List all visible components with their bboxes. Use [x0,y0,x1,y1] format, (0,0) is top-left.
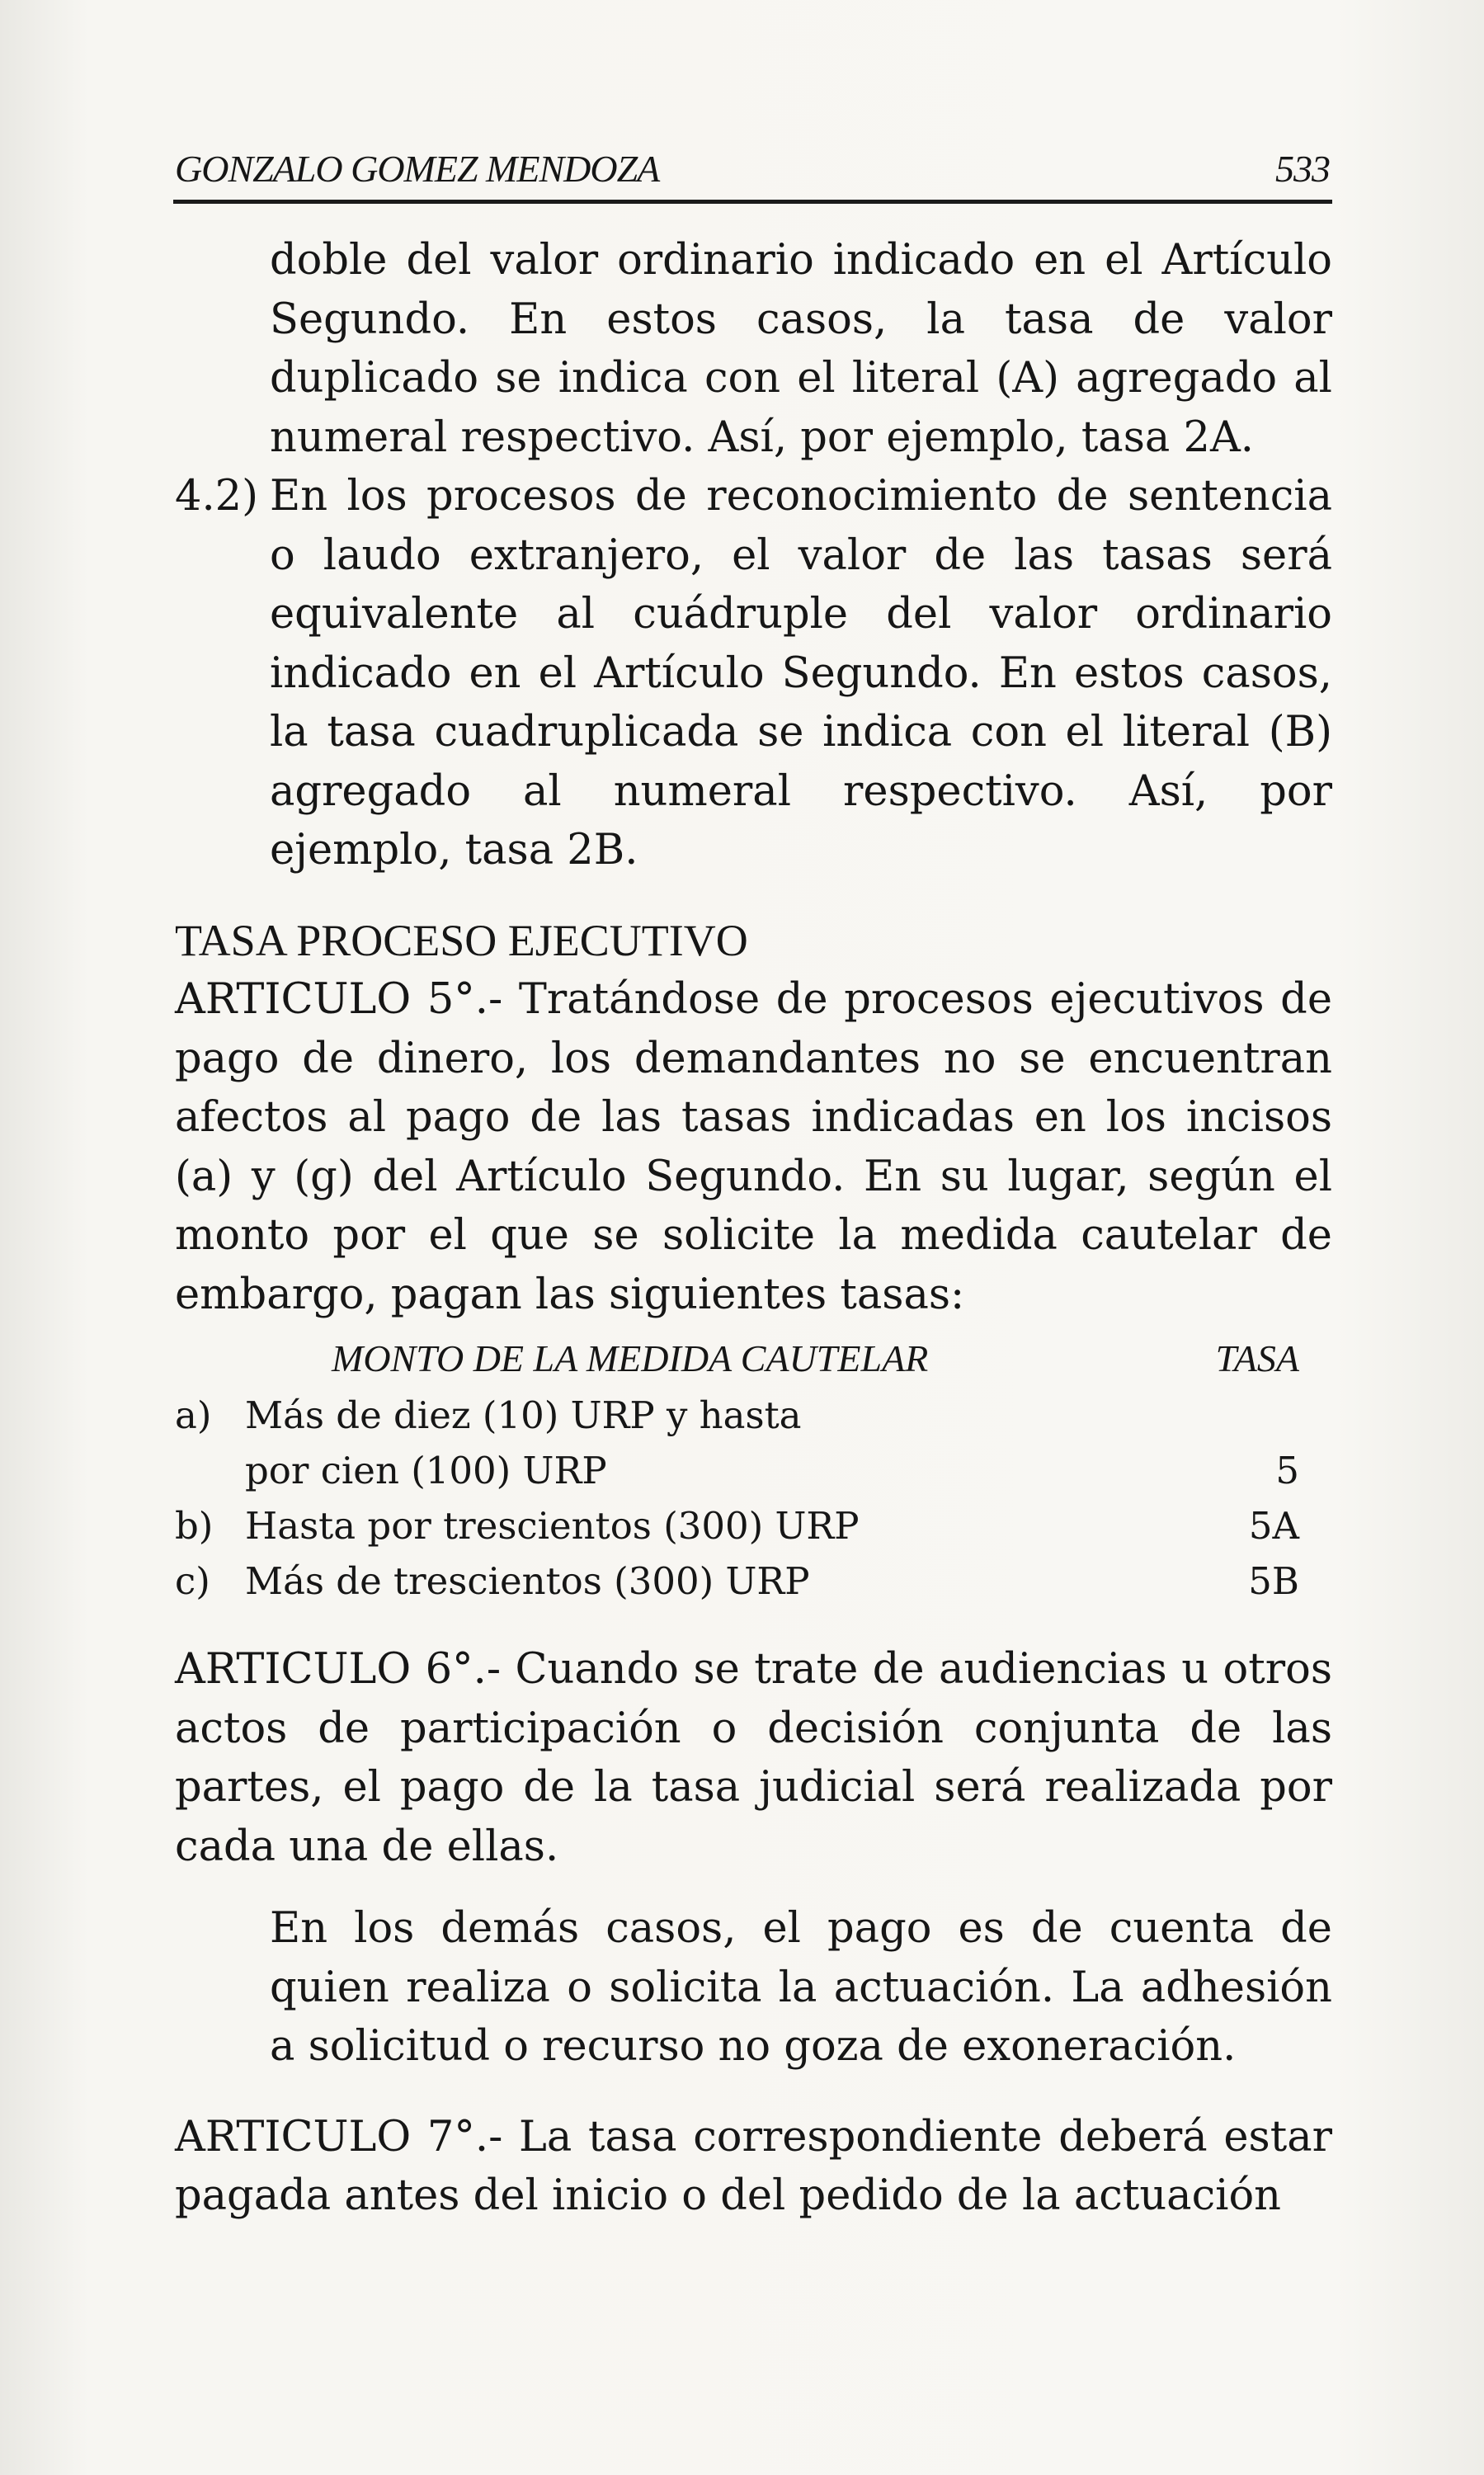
row-description-line1: Más de diez (10) URP y hasta [245,1393,802,1437]
row-label: a) [175,1393,212,1437]
table-row [175,1553,1332,1609]
paragraph-continuation: doble del valor ordinario indicado en el Artículo Segundo. En estos casos, la tasa de valor duplicado se indica con el literal (A) agregado al numeral respectivo. Así, por ejemplo, tasa 2A. [270,236,1332,462]
row-label: c) [175,1559,210,1603]
row-description: Más de trescientos (300) URP [245,1559,810,1603]
page-body [175,231,1332,2226]
row-label: b) [175,1504,214,1548]
spacer [175,880,1332,912]
column-header-monto: MONTO DE LA MEDIDA CAUTELAR [332,1337,929,1379]
row-tasa: 5B [1248,1559,1299,1603]
header-author: GONZALO GOMEZ MENDOZA [175,148,660,190]
table-header [175,1331,1332,1386]
row-tasa: 5A [1248,1504,1299,1548]
column-header-tasa: TASA [1215,1337,1299,1379]
spacer [175,1876,1332,1899]
page-number: 533 [1275,148,1330,190]
article-6-paragraph-2: En los demás casos, el pago es de cuenta de quien realiza o solicita la actuación. La adhesión a solicitud o recurso no goza de exoneración. [270,1904,1332,2071]
article-7: ARTICULO 7°.- La tasa correspondiente deberá estar pagada antes del inicio o del pedido de la actuación [175,2112,1332,2220]
section-heading: TASA PROCESO EJECUTIVO [175,915,748,965]
item-label: 4.2) [175,472,259,521]
article-5: ARTICULO 5°.- Tratándose de procesos ejecutivos de pago de dinero, los demandantes no se encuentran afectos al pago de las tasas indicadas en los incisos (a) y (g) del Artículo Segundo. En su lugar, según el monto por el que se solicite la medida cautelar de embargo, pagan las siguientes tasas: [175,975,1332,1319]
running-header [175,147,1330,191]
row-description-line2: por cien (100) URP [245,1449,607,1492]
row-tasa: 5 [1275,1449,1299,1492]
spacer [175,1609,1332,1640]
table-row [175,1498,1332,1553]
item-text: En los procesos de reconocimiento de sentencia o laudo extranjero, el valor de las tasas será equivalente al cuádruple del valor ordinario indicado en el Artículo Segundo. En estos casos, la tasa cuadruplicada se indica con el literal (B) agregado al numeral respectivo. Así, por ejemplo, tasa 2B. [270,472,1332,874]
row-description: Hasta por trescientos (300) URP [245,1504,860,1548]
table-row [175,1388,1332,1498]
spacer [175,2077,1332,2108]
item-4-2 [175,467,1332,880]
row-description [245,1388,1208,1498]
article-6: ARTICULO 6°.- Cuando se trate de audiencias u otros actos de participación o decisión conjunta de las partes, el pago de la tasa judicial será realizada por cada una de ellas. [175,1645,1332,1871]
header-rule [173,200,1332,204]
tasa-table [175,1331,1332,1609]
